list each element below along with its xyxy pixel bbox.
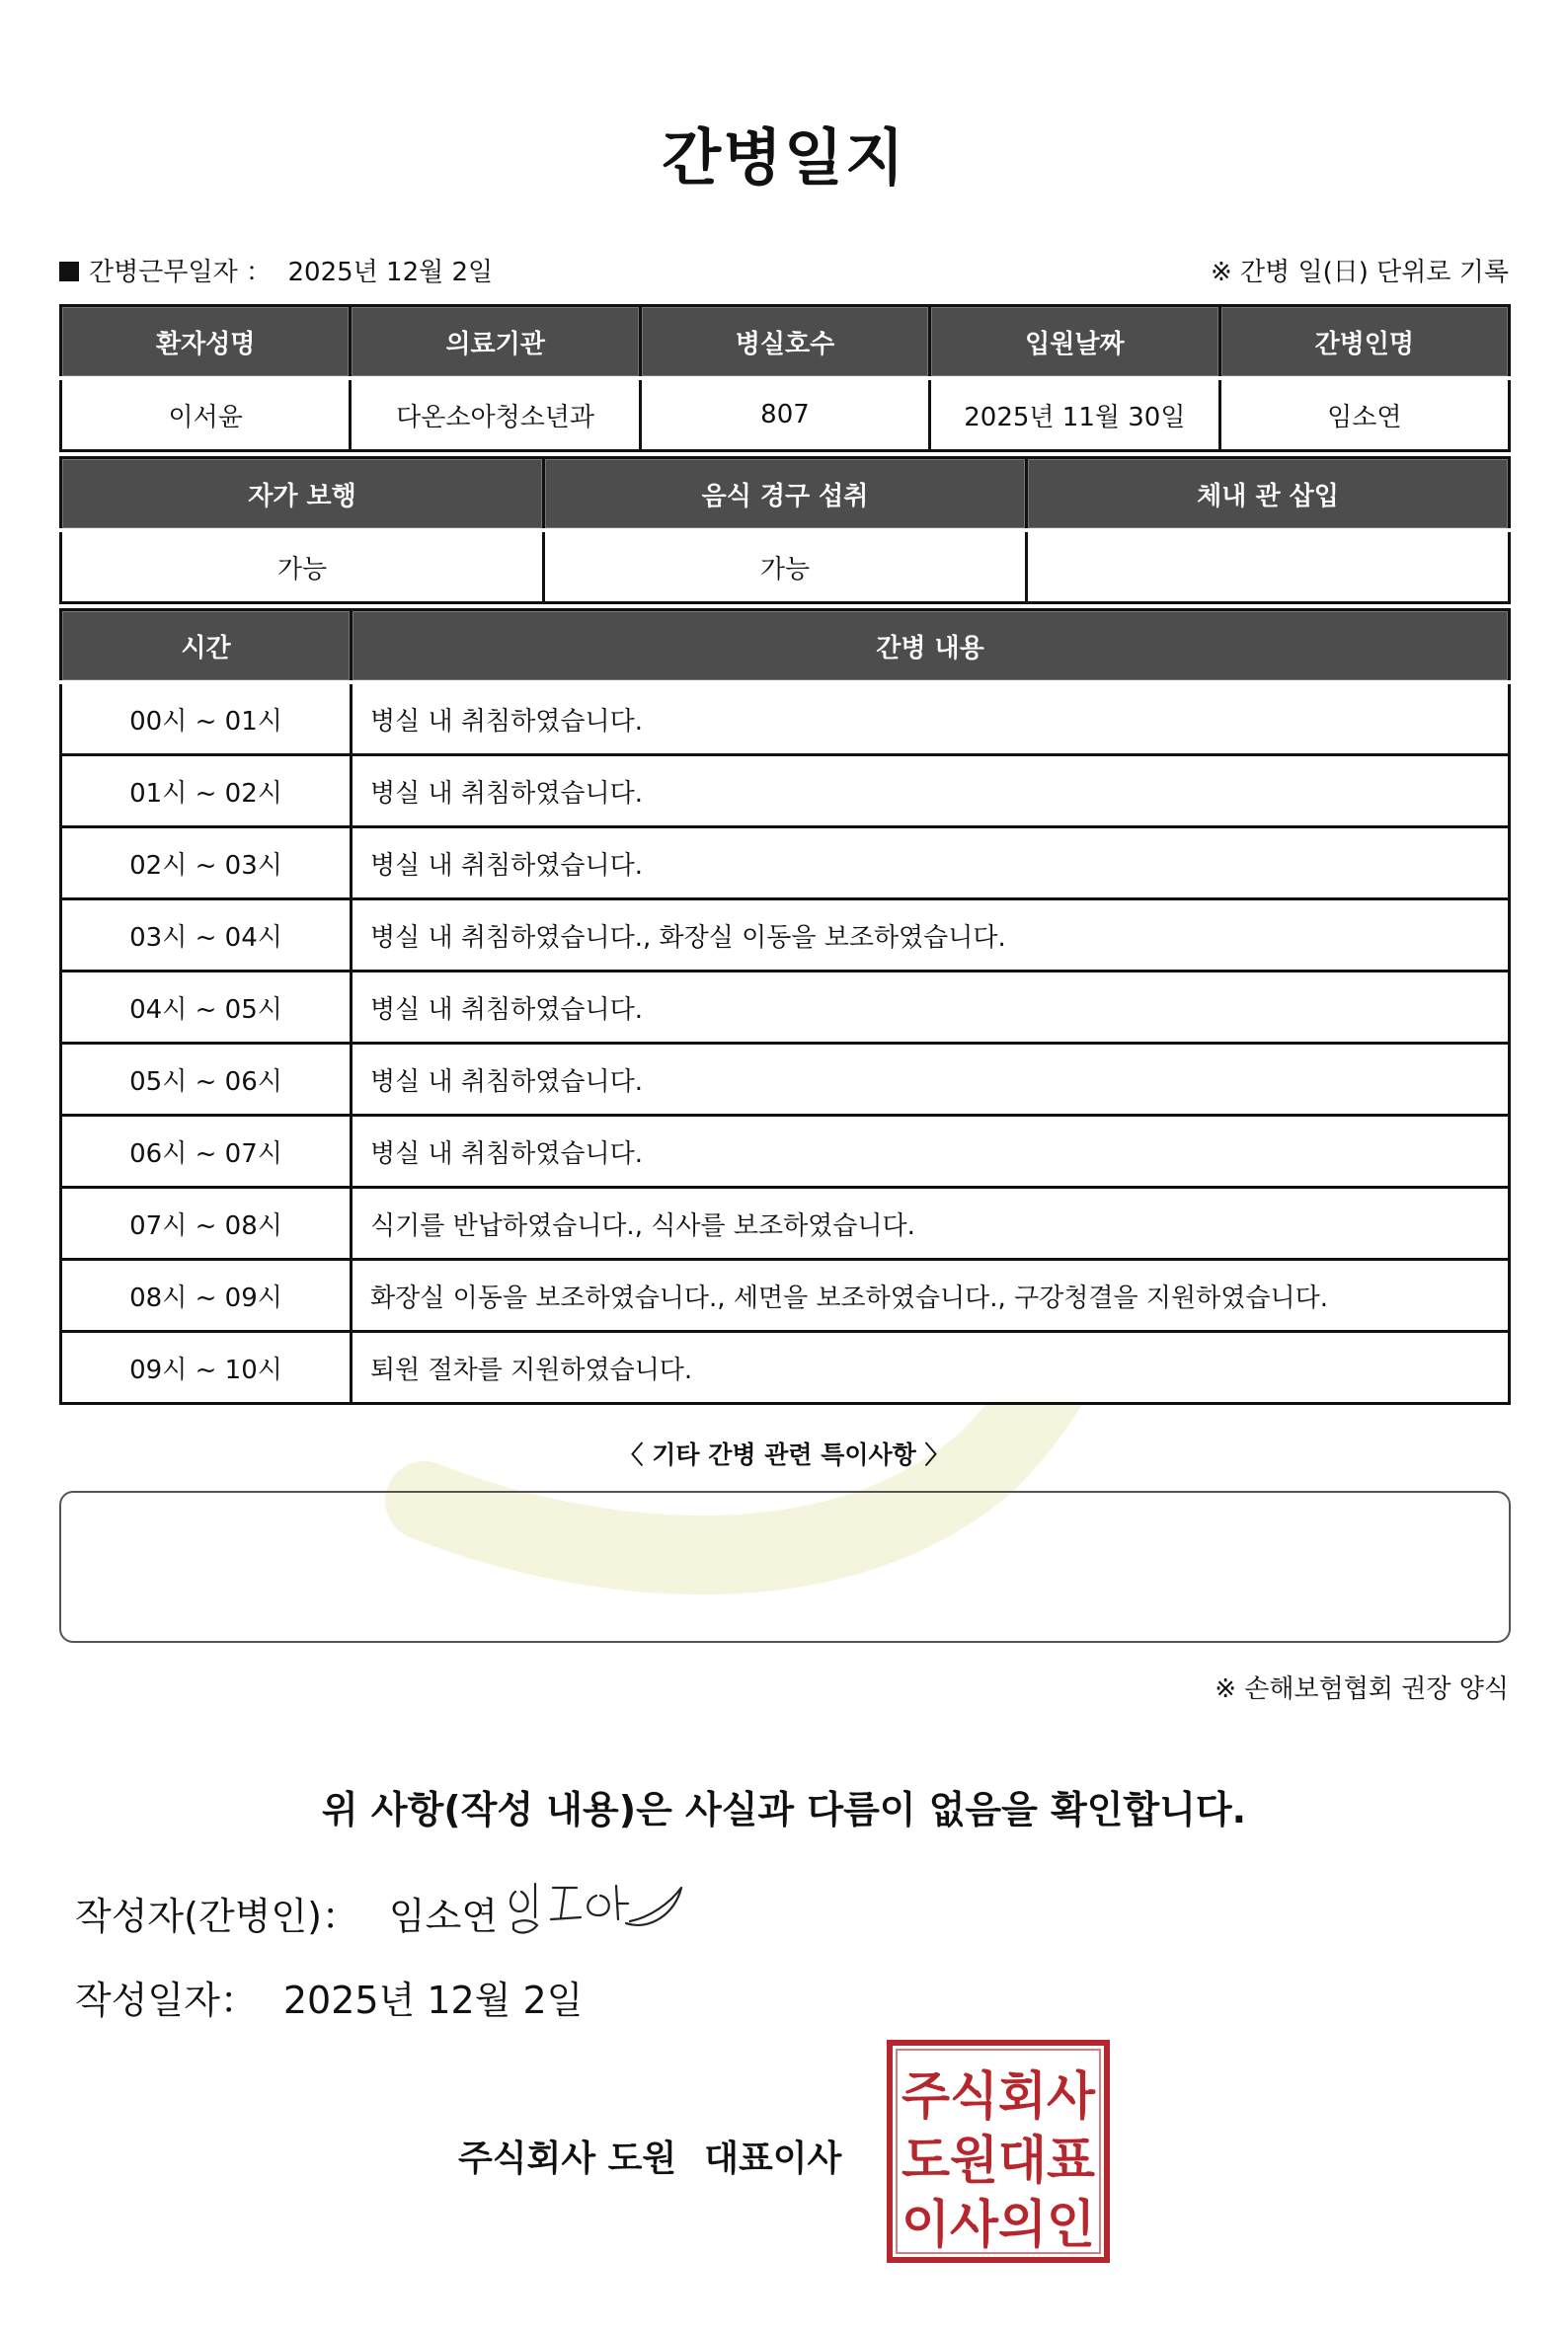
unit-note: ※ 간병 일(日) 단위로 기록 bbox=[1210, 258, 1509, 287]
content-cell: 퇴원 절차를 지원하였습니다. bbox=[352, 1332, 1510, 1404]
table-row bbox=[61, 1332, 1510, 1404]
content-cell: 화장실 이동을 보조하였습니다., 세면을 보조하였습니다., 구강청결을 지원하였습니다. bbox=[352, 1260, 1510, 1332]
company-representative: 대표이사 bbox=[704, 2139, 842, 2179]
time-cell: 04시 ~ 05시 bbox=[61, 972, 352, 1044]
handwritten-signature bbox=[502, 1874, 689, 1953]
header-hospital: 의료기관 bbox=[351, 306, 640, 379]
work-date-label: 간병근무일자 ： bbox=[89, 258, 272, 287]
written-date-line bbox=[75, 1970, 583, 2024]
seal-line-1: 주식회사 bbox=[902, 2067, 1096, 2127]
header-care-content: 간병 내용 bbox=[352, 610, 1510, 683]
time-cell: 05시 ~ 06시 bbox=[61, 1044, 352, 1116]
table-row bbox=[61, 1188, 1510, 1260]
admission-date: 2025년 11월 30일 bbox=[930, 378, 1219, 451]
writer-line bbox=[75, 1886, 498, 1940]
header-patient-name: 환자성명 bbox=[61, 306, 351, 379]
header-tube-insertion: 체내 관 삽입 bbox=[1027, 458, 1510, 531]
table-row bbox=[61, 1260, 1510, 1332]
time-cell: 09시 ~ 10시 bbox=[61, 1332, 352, 1404]
time-cell: 07시 ~ 08시 bbox=[61, 1188, 352, 1260]
table-row bbox=[61, 682, 1510, 755]
source-note: ※ 손해보험협회 권장 양식 bbox=[1215, 1674, 1509, 1704]
writer-name: 임소연 bbox=[388, 1895, 499, 1938]
patient-name: 이서윤 bbox=[61, 378, 351, 451]
table-row bbox=[61, 972, 1510, 1044]
work-date-value: 2025년 12월 2일 bbox=[287, 258, 494, 287]
tube-insertion-value bbox=[1027, 530, 1510, 603]
writer-label: 작성자(간병인)： bbox=[75, 1895, 359, 1938]
oral-intake-value: 가능 bbox=[544, 530, 1027, 603]
time-cell: 01시 ~ 02시 bbox=[61, 755, 352, 827]
patient-status-table bbox=[59, 456, 1511, 604]
time-cell: 06시 ~ 07시 bbox=[61, 1116, 352, 1188]
special-notes-heading: 〈 기타 간병 관련 특이사항 〉 bbox=[618, 1440, 950, 1469]
written-date-label: 작성일자： bbox=[75, 1979, 258, 2022]
confirmation-statement: 위 사항(작성 내용)은 사실과 다름이 없음을 확인합니다. bbox=[321, 1788, 1247, 1831]
content-cell: 병실 내 취침하였습니다. bbox=[352, 682, 1510, 755]
header-oral-intake: 음식 경구 섭취 bbox=[544, 458, 1027, 531]
content-cell: 식기를 반납하였습니다., 식사를 보조하였습니다. bbox=[352, 1188, 1510, 1260]
header-self-walking: 자가 보행 bbox=[61, 458, 544, 531]
document-title: 간병일지 bbox=[662, 121, 906, 194]
header-room-number: 병실호수 bbox=[640, 306, 929, 379]
seal-line-2: 도원대표 bbox=[902, 2132, 1095, 2191]
content-cell: 병실 내 취침하였습니다. bbox=[352, 827, 1510, 899]
content-cell: 병실 내 취침하였습니다. bbox=[352, 1116, 1510, 1188]
hospital: 다온소아청소년과 bbox=[351, 378, 640, 451]
seal-line-3: 이사의인 bbox=[902, 2196, 1095, 2255]
caregiver-name: 임소연 bbox=[1219, 378, 1509, 451]
time-cell: 08시 ~ 09시 bbox=[61, 1260, 352, 1332]
company-signatory bbox=[458, 2131, 841, 2181]
header-admission-date: 입원날짜 bbox=[930, 306, 1219, 379]
square-bullet-icon bbox=[59, 262, 79, 281]
company-seal-stamp bbox=[887, 2040, 1110, 2263]
header-caregiver-name: 간병인명 bbox=[1219, 306, 1509, 379]
special-notes-box bbox=[59, 1491, 1511, 1643]
time-cell: 03시 ~ 04시 bbox=[61, 899, 352, 972]
time-cell: 00시 ~ 01시 bbox=[61, 682, 352, 755]
company-name: 주식회사 도원 bbox=[458, 2139, 677, 2179]
table-row bbox=[61, 827, 1510, 899]
table-row bbox=[61, 899, 1510, 972]
content-cell: 병실 내 취침하였습니다. bbox=[352, 972, 1510, 1044]
content-cell: 병실 내 취침하였습니다. bbox=[352, 755, 1510, 827]
time-cell: 02시 ~ 03시 bbox=[61, 827, 352, 899]
work-date bbox=[59, 252, 493, 288]
content-cell: 병실 내 취침하였습니다., 화장실 이동을 보조하였습니다. bbox=[352, 899, 1510, 972]
header-time: 시간 bbox=[61, 610, 352, 683]
written-date-value: 2025년 12월 2일 bbox=[282, 1979, 584, 2022]
room-number: 807 bbox=[640, 378, 929, 451]
care-log-table bbox=[59, 608, 1511, 1405]
patient-info-table bbox=[59, 304, 1511, 452]
table-row bbox=[61, 755, 1510, 827]
table-row bbox=[61, 1044, 1510, 1116]
self-walking-value: 가능 bbox=[61, 530, 544, 603]
content-cell: 병실 내 취침하였습니다. bbox=[352, 1044, 1510, 1116]
table-row bbox=[61, 1116, 1510, 1188]
